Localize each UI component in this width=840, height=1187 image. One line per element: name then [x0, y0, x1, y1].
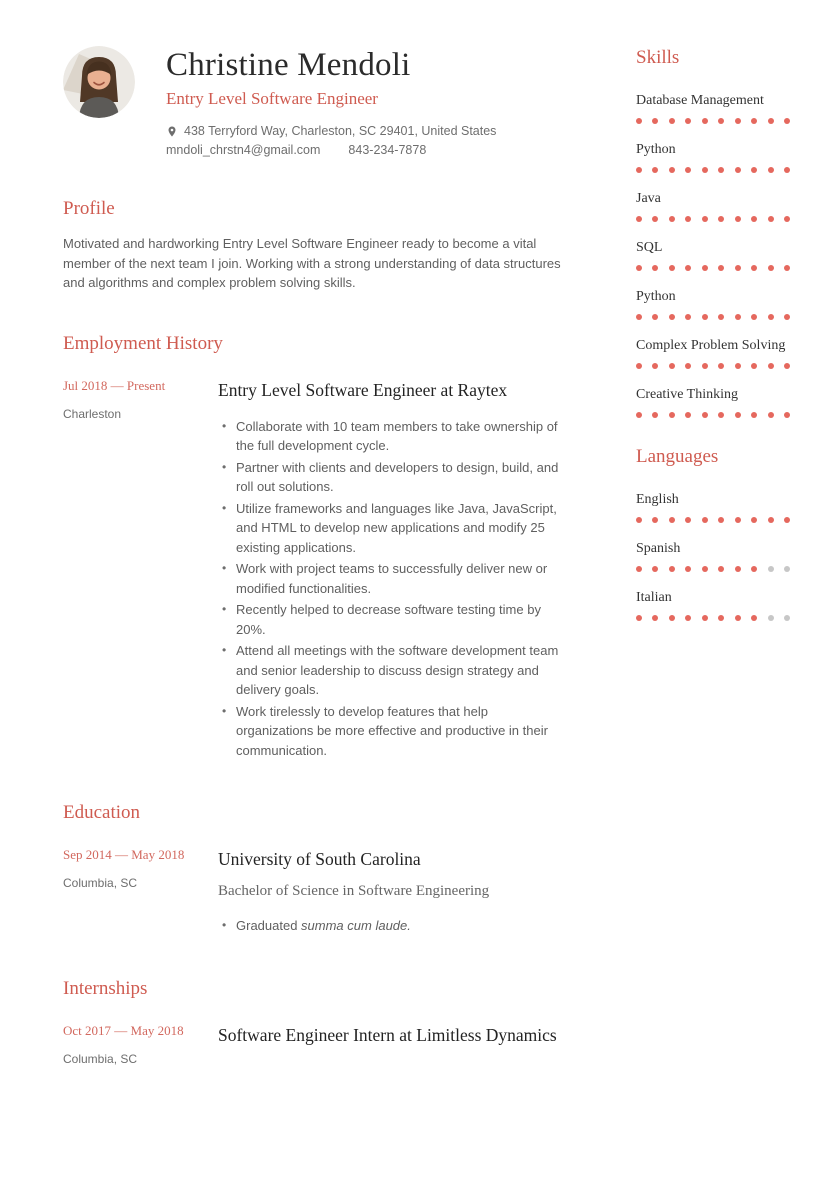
- employment-bullet: • Collaborate with 10 team members to take ownership of the full development cycle.: [218, 417, 565, 456]
- rating-dot-empty: [784, 615, 790, 621]
- education-school: University of South Carolina: [218, 849, 421, 870]
- rating-dot-filled: [735, 517, 741, 523]
- skill-item: [636, 287, 790, 320]
- employment-dates: Jul 2018 — Present: [63, 377, 166, 393]
- rating-dot-filled: [669, 118, 675, 124]
- email-text: mndoli_chrstn4@gmail.com: [166, 143, 321, 158]
- rating-dot-empty: [784, 566, 790, 572]
- language-label: English: [636, 492, 679, 507]
- rating-dot-filled: [685, 517, 691, 523]
- skill-label: Complex Problem Solving: [636, 338, 786, 353]
- rating-dot-filled: [652, 265, 658, 271]
- skill-item: [636, 189, 790, 222]
- language-label: Spanish: [636, 541, 681, 556]
- rating-dot-filled: [702, 265, 708, 271]
- rating-dot-filled: [685, 314, 691, 320]
- phone-text: 843-234-7878: [348, 143, 427, 158]
- rating-dot-filled: [768, 314, 774, 320]
- language-level-dots: [636, 517, 790, 523]
- education-entry-body: [218, 846, 565, 938]
- internships-section: [63, 976, 565, 1066]
- rating-dot-filled: [784, 216, 790, 222]
- rating-dot-filled: [636, 216, 642, 222]
- language-label: Italian: [636, 590, 672, 605]
- skill-label: SQL: [636, 240, 663, 255]
- rating-dot-filled: [669, 265, 675, 271]
- rating-dot-filled: [718, 167, 724, 173]
- employment-bullet: • Utilize frameworks and languages like Java, JavaScript, and HTML to develop new applications and modify 25 existing applications.: [218, 499, 565, 558]
- rating-dot-filled: [669, 363, 675, 369]
- languages-heading: Languages: [636, 446, 719, 467]
- language-item: [636, 539, 790, 572]
- rating-dot-filled: [685, 363, 691, 369]
- skill-item: [636, 91, 790, 124]
- rating-dot-filled: [702, 363, 708, 369]
- education-section: [63, 800, 565, 938]
- skill-item: [636, 238, 790, 271]
- rating-dot-filled: [636, 118, 642, 124]
- avatar: [63, 46, 135, 118]
- rating-dot-empty: [768, 615, 774, 621]
- rating-dot-filled: [718, 615, 724, 621]
- rating-dot-filled: [685, 216, 691, 222]
- rating-dot-filled: [718, 216, 724, 222]
- rating-dot-filled: [669, 412, 675, 418]
- rating-dot-filled: [636, 314, 642, 320]
- education-entry: [63, 846, 565, 938]
- rating-dot-filled: [735, 216, 741, 222]
- rating-dot-filled: [636, 517, 642, 523]
- employment-bullet-list: [218, 417, 565, 761]
- rating-dot-filled: [735, 265, 741, 271]
- skill-level-dots: [636, 412, 790, 418]
- rating-dot-filled: [636, 566, 642, 572]
- rating-dot-filled: [751, 118, 757, 124]
- rating-dot-filled: [636, 363, 642, 369]
- rating-dot-filled: [735, 363, 741, 369]
- employment-job-title: Entry Level Software Engineer at Raytex: [218, 379, 508, 400]
- rating-dot-filled: [768, 265, 774, 271]
- education-degree: Bachelor of Science in Software Engineering: [218, 883, 490, 900]
- employment-section: [63, 331, 565, 763]
- skill-label: Creative Thinking: [636, 387, 738, 402]
- rating-dot-filled: [652, 517, 658, 523]
- internship-entry-meta: [63, 1022, 218, 1066]
- rating-dot-filled: [702, 412, 708, 418]
- rating-dot-filled: [768, 517, 774, 523]
- rating-dot-filled: [751, 363, 757, 369]
- rating-dot-filled: [702, 314, 708, 320]
- employment-bullet: • Partner with clients and developers to design, build, and roll out solutions.: [218, 458, 565, 497]
- rating-dot-filled: [784, 167, 790, 173]
- skill-level-dots: [636, 167, 790, 173]
- location-pin-icon: [166, 124, 178, 139]
- rating-dot-filled: [652, 216, 658, 222]
- employment-bullet: • Work tirelessly to develop features that help organizations be more effective and productive in their communication.: [218, 702, 565, 761]
- rating-dot-filled: [751, 265, 757, 271]
- header-text: [166, 45, 496, 160]
- skill-item: [636, 336, 790, 369]
- rating-dot-filled: [735, 167, 741, 173]
- education-bullet-prefix: Graduated: [236, 918, 302, 934]
- rating-dot-filled: [652, 615, 658, 621]
- rating-dot-filled: [718, 517, 724, 523]
- language-level-dots: [636, 566, 790, 572]
- rating-dot-filled: [685, 615, 691, 621]
- rating-dot-filled: [735, 412, 741, 418]
- education-dates: Sep 2014 — May 2018: [63, 847, 185, 863]
- language-item: [636, 490, 790, 523]
- internships-heading: Internships: [63, 977, 148, 999]
- language-level-dots: [636, 615, 790, 621]
- rating-dot-filled: [718, 412, 724, 418]
- rating-dot-filled: [718, 363, 724, 369]
- rating-dot-filled: [751, 566, 757, 572]
- employment-location: Charleston: [63, 406, 122, 421]
- rating-dot-filled: [751, 615, 757, 621]
- rating-dot-filled: [768, 363, 774, 369]
- internship-dates: Oct 2017 — May 2018: [63, 1022, 184, 1038]
- rating-dot-filled: [718, 118, 724, 124]
- rating-dot-filled: [669, 566, 675, 572]
- education-bullet-list: [218, 916, 565, 936]
- rating-dot-filled: [652, 566, 658, 572]
- rating-dot-filled: [669, 216, 675, 222]
- skill-level-dots: [636, 314, 790, 320]
- rating-dot-filled: [685, 118, 691, 124]
- resume-columns: [63, 45, 790, 1066]
- education-entry-meta: [63, 846, 218, 938]
- skill-label: Java: [636, 191, 661, 206]
- language-item: [636, 588, 790, 621]
- skill-item: [636, 385, 790, 418]
- rating-dot-filled: [669, 167, 675, 173]
- rating-dot-filled: [718, 265, 724, 271]
- employment-heading: Employment History: [63, 332, 223, 354]
- skill-level-dots: [636, 216, 790, 222]
- skills-heading: Skills: [636, 47, 680, 68]
- internship-job-title: Software Engineer Intern at Limitless Dynamics: [218, 1024, 557, 1045]
- rating-dot-filled: [636, 265, 642, 271]
- rating-dot-filled: [718, 314, 724, 320]
- rating-dot-filled: [751, 216, 757, 222]
- rating-dot-empty: [768, 566, 774, 572]
- rating-dot-filled: [768, 167, 774, 173]
- rating-dot-filled: [652, 363, 658, 369]
- rating-dot-filled: [636, 615, 642, 621]
- profile-text: Motivated and hardworking Entry Level Software Engineer ready to become a vital member of the next team I join. Working with a strong understanding of data structures and algorithms and complex problem solving skills.: [63, 236, 561, 291]
- rating-dot-filled: [636, 412, 642, 418]
- contact-email-phone-row: [166, 141, 496, 160]
- profile-heading: Profile: [63, 198, 115, 220]
- rating-dot-filled: [669, 517, 675, 523]
- profile-section: [63, 196, 565, 293]
- rating-dot-filled: [652, 412, 658, 418]
- employment-entry-body: [218, 377, 565, 763]
- employment-entry-meta: [63, 377, 218, 763]
- rating-dot-filled: [784, 314, 790, 320]
- skill-level-dots: [636, 363, 790, 369]
- rating-dot-filled: [702, 517, 708, 523]
- rating-dot-filled: [784, 517, 790, 523]
- rating-dot-filled: [652, 118, 658, 124]
- rating-dot-filled: [685, 412, 691, 418]
- rating-dot-filled: [702, 216, 708, 222]
- education-location: Columbia, SC: [63, 876, 138, 891]
- rating-dot-filled: [768, 216, 774, 222]
- person-job-title: Entry Level Software Engineer: [166, 89, 378, 109]
- address-text: 438 Terryford Way, Charleston, SC 29401, United States: [184, 124, 497, 139]
- internship-location: Columbia, SC: [63, 1051, 138, 1066]
- rating-dot-filled: [636, 167, 642, 173]
- person-name: Christine Mendoli: [166, 47, 411, 83]
- rating-dot-filled: [685, 265, 691, 271]
- employment-bullet: • Recently helped to decrease software testing time by 20%.: [218, 600, 565, 639]
- skill-item: [636, 140, 790, 173]
- rating-dot-filled: [784, 363, 790, 369]
- rating-dot-filled: [735, 314, 741, 320]
- employment-bullet: • Work with project teams to successfully deliver new or modified functionalities.: [218, 559, 565, 598]
- education-bullet-italic: summa cum laude.: [301, 918, 411, 934]
- internship-entry-body: [218, 1022, 565, 1066]
- rating-dot-filled: [784, 265, 790, 271]
- rating-dot-filled: [652, 314, 658, 320]
- employment-bullet: • Attend all meetings with the software development team and senior leadership to discuss design strategy and delivery goals.: [218, 641, 565, 700]
- skills-section: [636, 45, 790, 418]
- rating-dot-filled: [702, 615, 708, 621]
- rating-dot-filled: [735, 615, 741, 621]
- rating-dot-filled: [784, 412, 790, 418]
- rating-dot-filled: [669, 615, 675, 621]
- skill-label: Python: [636, 142, 676, 157]
- languages-section: [636, 444, 790, 621]
- rating-dot-filled: [702, 118, 708, 124]
- education-bullet: [218, 916, 565, 936]
- rating-dot-filled: [685, 167, 691, 173]
- internship-entry: [63, 1022, 565, 1066]
- skill-level-dots: [636, 118, 790, 124]
- skill-label: Database Management: [636, 93, 764, 108]
- skill-level-dots: [636, 265, 790, 271]
- contact-address-row: [166, 122, 496, 141]
- employment-entry: [63, 377, 565, 763]
- rating-dot-filled: [768, 118, 774, 124]
- rating-dot-filled: [685, 566, 691, 572]
- sidebar: [636, 45, 790, 1066]
- rating-dot-filled: [768, 412, 774, 418]
- rating-dot-filled: [669, 314, 675, 320]
- skill-label: Python: [636, 289, 676, 304]
- rating-dot-filled: [751, 412, 757, 418]
- rating-dot-filled: [751, 167, 757, 173]
- rating-dot-filled: [718, 566, 724, 572]
- rating-dot-filled: [652, 167, 658, 173]
- rating-dot-filled: [735, 118, 741, 124]
- rating-dot-filled: [702, 167, 708, 173]
- contact-info: [166, 122, 496, 160]
- rating-dot-filled: [751, 517, 757, 523]
- rating-dot-filled: [784, 118, 790, 124]
- rating-dot-filled: [751, 314, 757, 320]
- rating-dot-filled: [702, 566, 708, 572]
- rating-dot-filled: [735, 566, 741, 572]
- education-heading: Education: [63, 802, 141, 824]
- avatar-photo-illustration: [63, 46, 135, 118]
- resume-header: [63, 45, 565, 160]
- main-column: [63, 45, 565, 1066]
